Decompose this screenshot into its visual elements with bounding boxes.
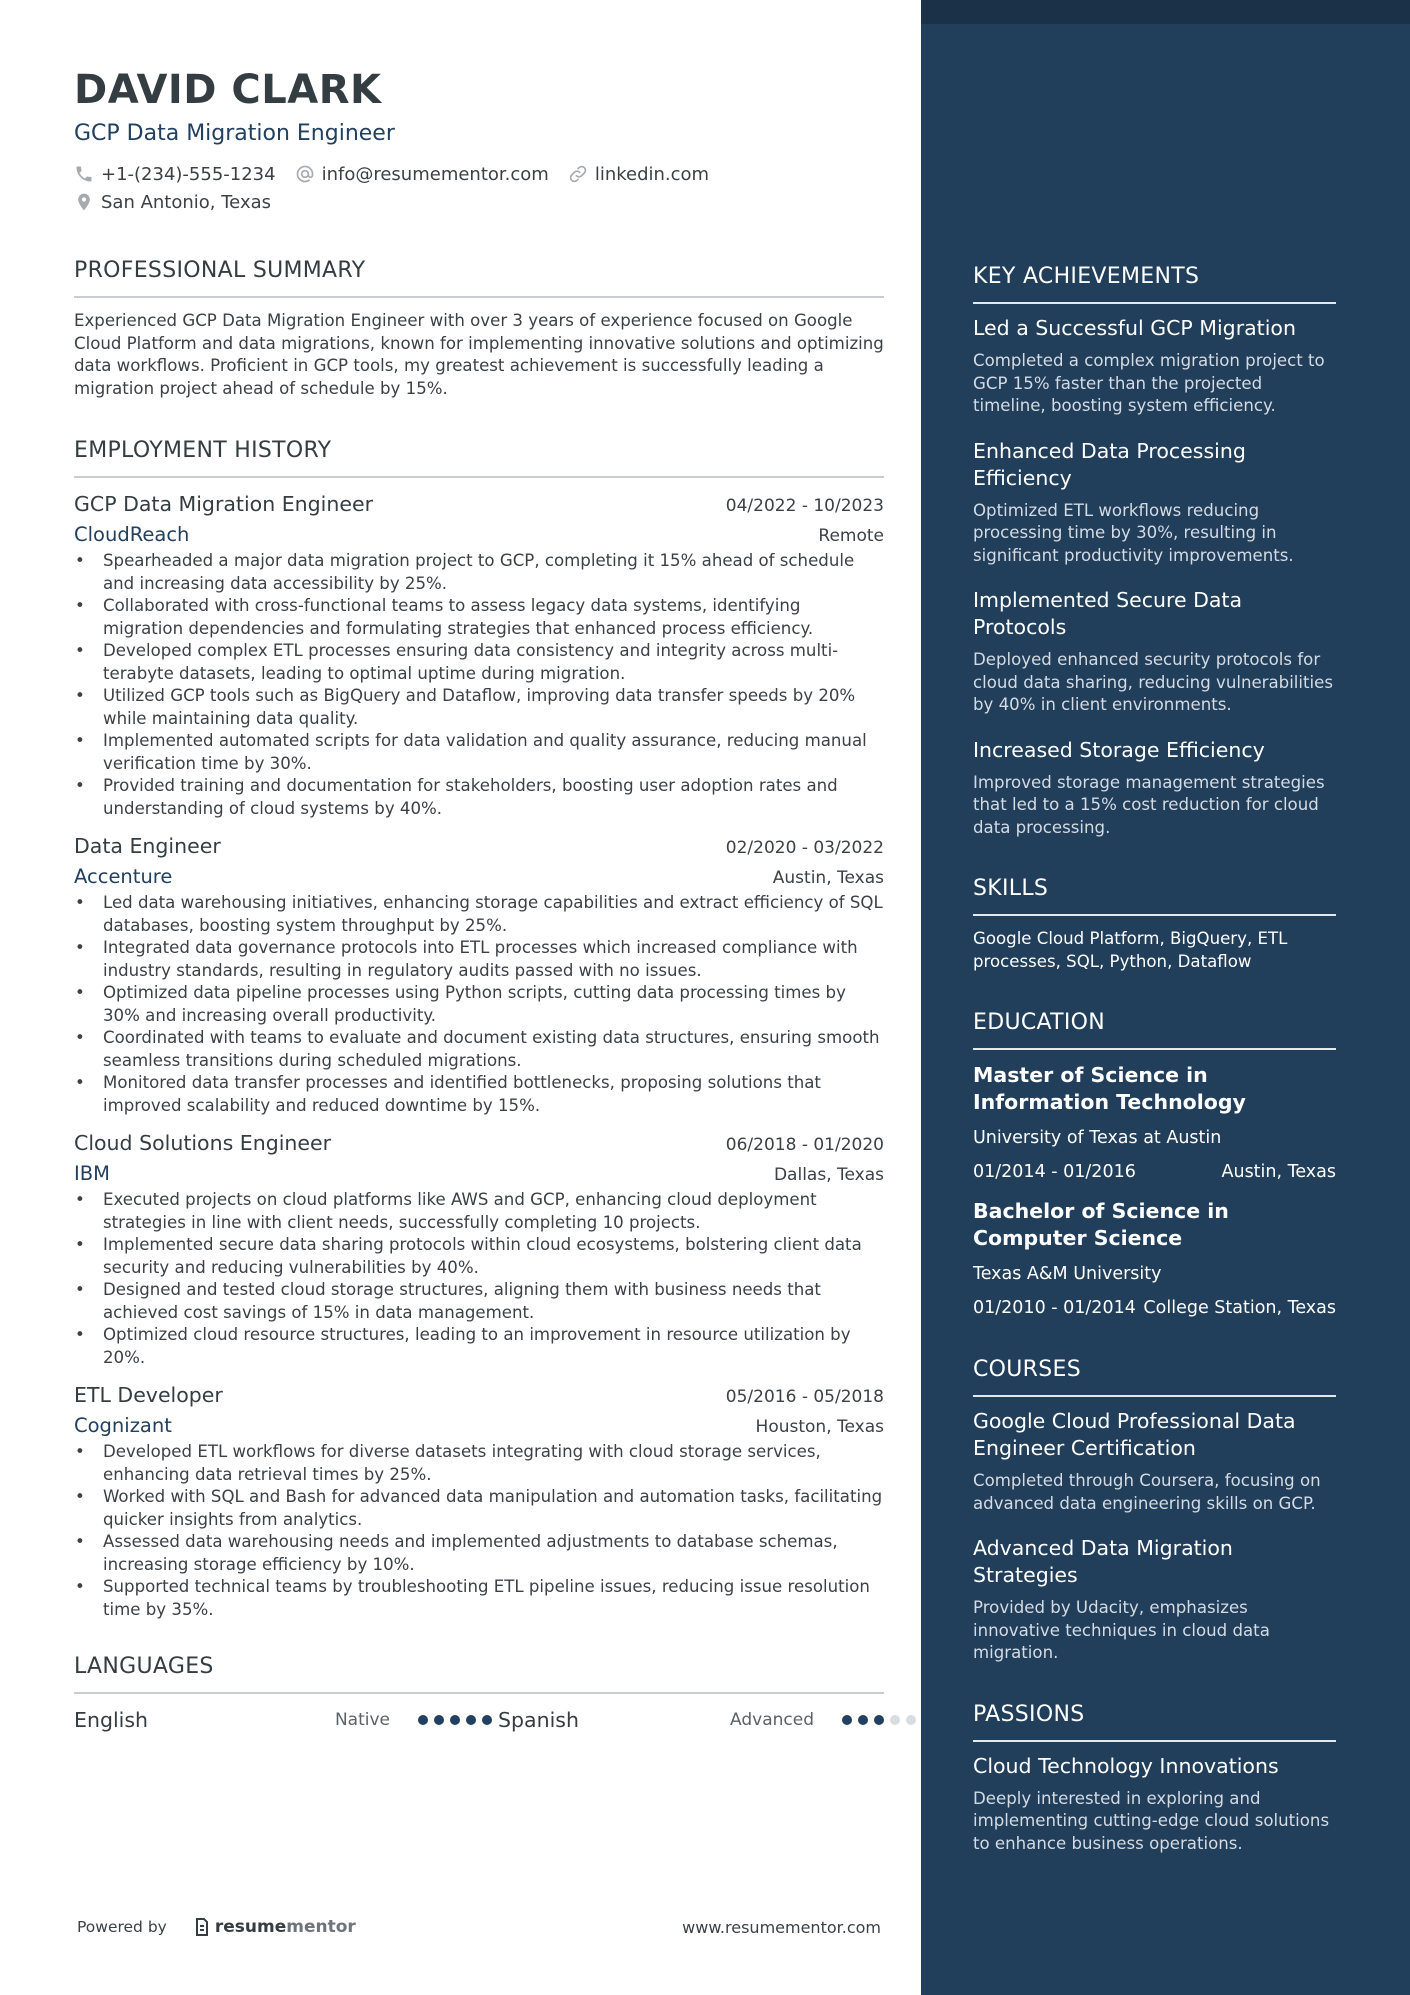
sidebar bbox=[921, 0, 1410, 1995]
course-item bbox=[973, 1408, 1336, 1515]
rating-dot-filled bbox=[482, 1715, 492, 1725]
achievement-item bbox=[973, 438, 1336, 568]
company-name: IBM bbox=[74, 1162, 110, 1185]
achievement-item bbox=[973, 587, 1336, 717]
job-location: Austin, Texas bbox=[772, 868, 884, 888]
job-header bbox=[74, 1129, 884, 1157]
summary-text: Experienced GCP Data Migration Engineer with over 3 years of experience focused on Google Cloud Platform and data migrations, known for implementing innovative solutions and optimizing data workflows. Proficient in GCP tools, my greatest achievement is successfully leading a migration project ahead of schedule by 15%. bbox=[74, 311, 884, 398]
passions-heading: PASSIONS bbox=[973, 1701, 1336, 1742]
job-header bbox=[74, 832, 884, 860]
email-contact[interactable] bbox=[295, 164, 549, 185]
company-name: Cognizant bbox=[74, 1414, 172, 1437]
website-link[interactable]: www.resumementor.com bbox=[682, 1917, 881, 1937]
passion-item bbox=[973, 1753, 1336, 1856]
language-name: English bbox=[74, 1708, 149, 1732]
job-subheader bbox=[74, 1161, 884, 1187]
professional-summary-section bbox=[74, 257, 884, 400]
rating-dot-filled bbox=[874, 1715, 884, 1725]
education-location: Austin, Texas bbox=[1221, 1162, 1336, 1182]
company-name: Accenture bbox=[74, 865, 173, 888]
achievement-item-title: Implemented Secure Data Protocols bbox=[973, 588, 1243, 639]
achievement-item-description: Optimized ETL workflows reducing processing time by 30%, resulting in significant productivity improvements. bbox=[973, 500, 1294, 565]
skills-section bbox=[973, 875, 1336, 973]
job-bullet: • Coordinated with teams to evaluate and document existing data structures, ensuring smooth seamless transitions during scheduled migrations. bbox=[74, 1027, 884, 1072]
achievement-item bbox=[973, 315, 1336, 418]
rating-dot-filled bbox=[418, 1715, 428, 1725]
course-item-title: Advanced Data Migration Strategies bbox=[973, 1536, 1233, 1587]
job-entry bbox=[74, 1381, 884, 1621]
rating-dot-filled bbox=[842, 1715, 852, 1725]
location-text: San Antonio, Texas bbox=[101, 191, 271, 213]
job-bullet: • Collaborated with cross-functional teams to assess legacy data systems, identifying migration dependencies and formulating strategies that enhanced process efficiency. bbox=[74, 595, 884, 640]
logo-text-bold: resume bbox=[214, 1917, 287, 1937]
achievement-list bbox=[973, 315, 1336, 839]
powered-by bbox=[77, 1917, 356, 1937]
job-bullet: • Assessed data warehousing needs and implemented adjustments to database schemas, increasing storage efficiency by 10%. bbox=[74, 1531, 884, 1576]
education-dates: 01/2010 - 01/2014 bbox=[973, 1298, 1136, 1318]
achievement-item-title: Led a Successful GCP Migration bbox=[973, 316, 1296, 340]
degree: Master of Science in Information Technology bbox=[973, 1063, 1246, 1114]
achievement-item-description: Deployed enhanced security protocols for cloud data sharing, reducing vulnerabilities by 40% in client environments. bbox=[973, 650, 1333, 714]
job-bullet: • Optimized data pipeline processes using Python scripts, cutting data processing times by 30% and increasing overall productivity. bbox=[74, 982, 884, 1027]
employment-history-section bbox=[74, 437, 884, 1621]
resumementor-logo-icon bbox=[195, 1918, 209, 1936]
candidate-title: GCP Data Migration Engineer bbox=[74, 121, 395, 146]
linkedin-text: linkedin.com bbox=[594, 163, 710, 185]
education-list bbox=[973, 1062, 1336, 1320]
job-dates: 06/2018 - 01/2020 bbox=[725, 1135, 884, 1155]
passion-item-description: Deeply interested in exploring and implementing cutting-edge cloud solutions to enhance business operations. bbox=[973, 1788, 1330, 1853]
sidebar-top-bar bbox=[921, 0, 1410, 24]
education-item bbox=[973, 1062, 1336, 1184]
job-entry bbox=[74, 1129, 884, 1369]
language-level: Native bbox=[334, 1710, 390, 1730]
job-subheader bbox=[74, 1413, 884, 1439]
powered-by-label: Powered by bbox=[77, 1918, 167, 1936]
linkedin-contact[interactable] bbox=[568, 164, 709, 185]
education-item bbox=[973, 1198, 1336, 1320]
courses-heading: COURSES bbox=[973, 1356, 1336, 1397]
passion-list bbox=[973, 1753, 1336, 1856]
candidate-name: DAVID CLARK bbox=[74, 67, 382, 113]
resumementor-logo[interactable] bbox=[195, 1917, 356, 1937]
job-entry bbox=[74, 832, 884, 1117]
job-bullets bbox=[74, 1441, 884, 1621]
education-heading: EDUCATION bbox=[973, 1009, 1336, 1050]
job-header bbox=[74, 490, 884, 518]
rating-dot-filled bbox=[434, 1715, 444, 1725]
school: University of Texas at Austin bbox=[973, 1128, 1222, 1148]
languages-section bbox=[74, 1653, 884, 1735]
job-bullets bbox=[74, 1189, 884, 1369]
language-name: Spanish bbox=[498, 1708, 579, 1732]
job-dates: 04/2022 - 10/2023 bbox=[725, 496, 884, 516]
job-title: ETL Developer bbox=[74, 1383, 223, 1407]
location-pin-icon bbox=[74, 192, 94, 212]
rating-dot-filled bbox=[466, 1715, 476, 1725]
languages-heading: LANGUAGES bbox=[74, 1653, 884, 1694]
job-bullet: • Utilized GCP tools such as BigQuery and Dataflow, improving data transfer speeds by 20% while maintaining data quality. bbox=[74, 685, 884, 730]
course-item-description: Completed through Coursera, focusing on advanced data engineering skills on GCP. bbox=[973, 1471, 1321, 1513]
rating-dot-filled bbox=[858, 1715, 868, 1725]
rating-dot-filled bbox=[450, 1715, 460, 1725]
employment-heading: EMPLOYMENT HISTORY bbox=[74, 437, 884, 478]
language-rating bbox=[842, 1715, 922, 1725]
job-location: Dallas, Texas bbox=[773, 1165, 884, 1185]
job-header bbox=[74, 1381, 884, 1409]
phone-text: +1-(234)-555-1234 bbox=[101, 163, 276, 185]
job-bullet: • Monitored data transfer processes and identified bottlenecks, proposing solutions that improved scalability and reduced downtime by 15%. bbox=[74, 1072, 884, 1117]
rating-dot-empty bbox=[890, 1715, 900, 1725]
job-bullet: • Supported technical teams by troubleshooting ETL pipeline issues, reducing issue resolution time by 35%. bbox=[74, 1576, 884, 1621]
job-bullet: • Worked with SQL and Bash for advanced data manipulation and automation tasks, facilitating quicker insights from analytics. bbox=[74, 1486, 884, 1531]
skills-heading: SKILLS bbox=[973, 875, 1336, 916]
at-icon bbox=[295, 164, 315, 184]
location-contact bbox=[74, 192, 271, 213]
achievement-item-description: Improved storage management strategies that led to a 15% cost reduction for cloud data processing. bbox=[973, 772, 1325, 837]
job-subheader bbox=[74, 522, 884, 548]
job-subheader bbox=[74, 864, 884, 890]
job-bullet: • Optimized cloud resource structures, leading to an improvement in resource utilization by 20%. bbox=[74, 1324, 884, 1369]
job-list bbox=[74, 490, 884, 1621]
job-location: Remote bbox=[818, 526, 884, 546]
language-level: Advanced bbox=[730, 1710, 814, 1730]
job-bullet: • Led data warehousing initiatives, enhancing storage capabilities and extract efficiency of SQL databases, boosting system throughput by 25%. bbox=[74, 892, 884, 937]
company-name: CloudReach bbox=[74, 523, 190, 546]
job-dates: 02/2020 - 03/2022 bbox=[725, 838, 884, 858]
job-entry bbox=[74, 490, 884, 820]
job-title: Cloud Solutions Engineer bbox=[74, 1131, 332, 1155]
course-item-description: Provided by Udacity, emphasizes innovative techniques in cloud data migration. bbox=[973, 1598, 1270, 1662]
job-bullet: • Integrated data governance protocols into ETL processes which increased compliance with industry standards, resulting in regulatory audits passed with no issues. bbox=[74, 937, 884, 982]
course-item bbox=[973, 1535, 1336, 1665]
logo-text-light: mentor bbox=[286, 1917, 356, 1937]
education-meta bbox=[973, 1160, 1336, 1184]
job-bullets bbox=[74, 550, 884, 820]
education-meta bbox=[973, 1296, 1336, 1320]
link-icon bbox=[568, 164, 588, 184]
job-bullet: • Implemented secure data sharing protocols within cloud ecosystems, bolstering client data security and reducing vulnerabilities by 40%. bbox=[74, 1234, 884, 1279]
language-rating bbox=[418, 1715, 498, 1725]
course-item-title: Google Cloud Professional Data Engineer Certification bbox=[973, 1409, 1296, 1460]
footer bbox=[77, 1917, 881, 1937]
education-dates: 01/2014 - 01/2016 bbox=[973, 1162, 1136, 1182]
key-achievements-section bbox=[973, 263, 1336, 839]
job-bullet: • Executed projects on cloud platforms like AWS and GCP, enhancing cloud deployment strategies in line with client needs, successfully completing 10 projects. bbox=[74, 1189, 884, 1234]
job-bullets bbox=[74, 892, 884, 1117]
education-location: College Station, Texas bbox=[1143, 1298, 1336, 1318]
language-list bbox=[74, 1705, 884, 1735]
achievement-item-description: Completed a complex migration project to GCP 15% faster than the projected timeline, boosting system efficiency. bbox=[973, 351, 1325, 415]
contact-info bbox=[74, 160, 884, 216]
job-bullet: • Designed and tested cloud storage structures, aligning them with business needs that achieved cost savings of 15% in data management. bbox=[74, 1279, 884, 1324]
summary-heading: PROFESSIONAL SUMMARY bbox=[74, 257, 884, 298]
job-bullet: • Implemented automated scripts for data validation and quality assurance, reducing manual verification time by 30%. bbox=[74, 730, 884, 775]
language-item bbox=[74, 1708, 498, 1732]
courses-section bbox=[973, 1356, 1336, 1665]
job-dates: 05/2016 - 05/2018 bbox=[725, 1387, 884, 1407]
education-section bbox=[973, 1009, 1336, 1320]
job-bullet: • Spearheaded a major data migration project to GCP, completing it 15% ahead of schedule and increasing data accessibility by 25%. bbox=[74, 550, 884, 595]
phone-icon bbox=[74, 164, 94, 184]
passions-section bbox=[973, 1701, 1336, 1856]
language-item bbox=[498, 1708, 922, 1732]
rating-dot-empty bbox=[906, 1715, 916, 1725]
job-title: Data Engineer bbox=[74, 834, 221, 858]
phone-contact[interactable] bbox=[74, 164, 276, 185]
job-title: GCP Data Migration Engineer bbox=[74, 492, 374, 516]
skills-text: Google Cloud Platform, BigQuery, ETL processes, SQL, Python, Dataflow bbox=[973, 929, 1288, 971]
school: Texas A&M University bbox=[973, 1264, 1162, 1284]
achievement-item-title: Increased Storage Efficiency bbox=[973, 737, 1265, 762]
job-location: Houston, Texas bbox=[755, 1417, 884, 1437]
achievements-heading: KEY ACHIEVEMENTS bbox=[973, 263, 1336, 304]
course-list bbox=[973, 1408, 1336, 1665]
job-bullet: • Provided training and documentation for stakeholders, boosting user adoption rates and understanding of cloud systems by 40%. bbox=[74, 775, 884, 820]
job-bullet: • Developed ETL workflows for diverse datasets integrating with cloud storage services, enhancing data retrieval times by 25%. bbox=[74, 1441, 884, 1486]
email-text: info@resumementor.com bbox=[321, 163, 549, 185]
achievement-item bbox=[973, 737, 1336, 840]
passion-item-title: Cloud Technology Innovations bbox=[973, 1753, 1279, 1778]
job-bullet: • Developed complex ETL processes ensuring data consistency and integrity across multi-terabyte datasets, leading to optimal uptime during migration. bbox=[74, 640, 884, 685]
achievement-item-title: Enhanced Data Processing Efficiency bbox=[973, 438, 1246, 490]
degree: Bachelor of Science in Computer Science bbox=[973, 1199, 1229, 1250]
